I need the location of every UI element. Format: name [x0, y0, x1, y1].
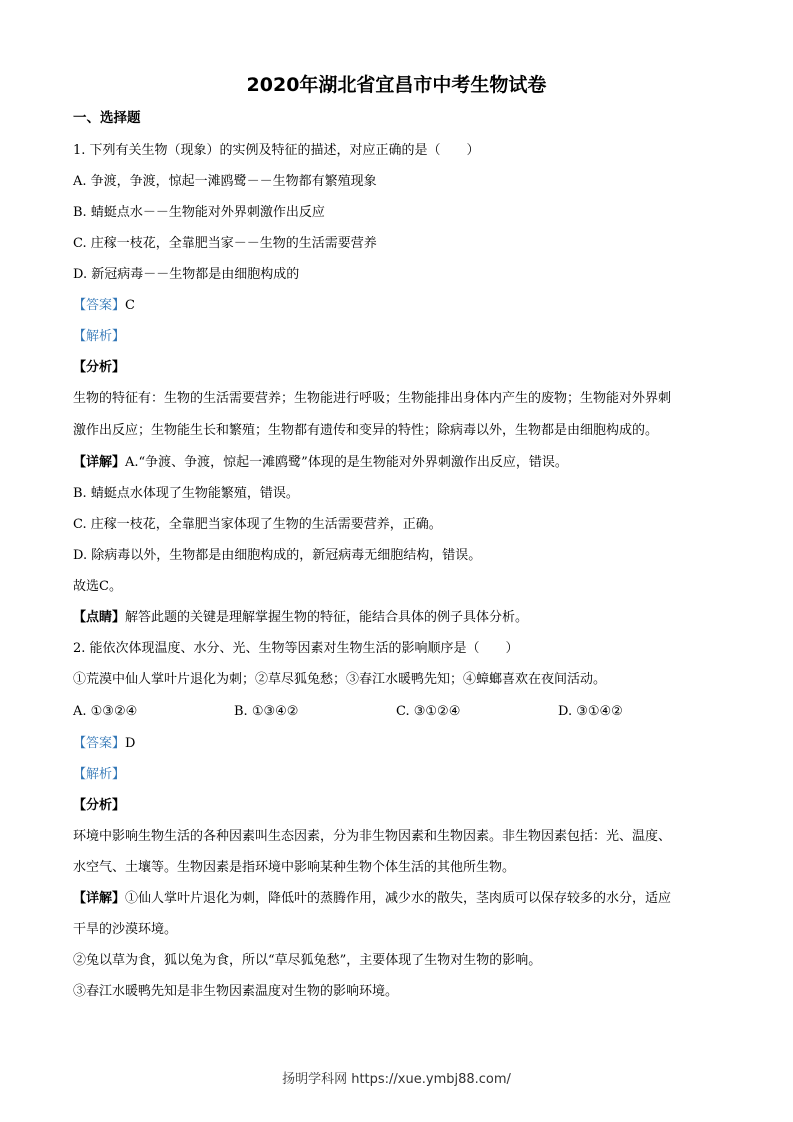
q2-answer	[73, 736, 135, 752]
q1-option-a: A. 争渡，争渡，惊起一滩鸥鹭－－生物都有繁殖现象	[73, 174, 377, 189]
q2-fenxi-line-2: 水空气、土壤等。生物因素是指环境中影响某种生物个体生活的其他所生物。	[73, 860, 516, 875]
q1-stem: 1. 下列有关生物（现象）的实例及特征的描述，对应正确的是（ ）	[73, 143, 480, 158]
q1-detail-line-b: B. 蜻蜓点水体现了生物能繁殖，错误。	[73, 486, 299, 501]
q1-fenxi-line-2: 激作出反应；生物能生长和繁殖；生物都有遗传和变异的特性；除病毒以外，生物都是由细胞构成的。	[73, 423, 659, 438]
q1-fenxi-tag: 【分析】	[73, 360, 126, 375]
q2-option-a: A. ①③②④	[73, 704, 138, 719]
section-heading: 一、选择题	[73, 110, 141, 126]
q2-detail-first: ①仙人掌叶片退化为刺，降低叶的蒸腾作用，减少水的散失，茎肉质可以保存较多的水分，适应	[125, 891, 672, 906]
q1-detail-first: A.“争渡、争渡，惊起一滩鸥鹭”体现的是生物能对外界刺激作出反应，错误。	[125, 455, 568, 470]
footer-watermark: 扬明学科网 https://xue.ymbj88.com/	[282, 1072, 511, 1087]
q1-detail-conclusion: 故选C。	[73, 579, 122, 594]
q2-fenxi-tag: 【分析】	[73, 798, 126, 813]
q1-detail	[73, 455, 568, 471]
q1-answer	[73, 298, 135, 314]
q1-option-d: D. 新冠病毒－－生物都是由细胞构成的	[73, 267, 300, 282]
q2-option-d: D. ③①④②	[558, 704, 623, 719]
q2-detail-line-2: ②兔以草为食，狐以兔为食，所以“草尽狐兔愁”，主要体现了生物对生物的影响。	[73, 953, 542, 968]
q2-option-b: B. ①③④②	[234, 704, 299, 719]
q2-items: ①荒漠中仙人掌叶片退化为刺；②草尽狐兔愁；③春江水暖鸭先知；④蟑螂喜欢在夜间活动。	[73, 672, 607, 687]
page-title: 2020年湖北省宜昌市中考生物试卷	[246, 74, 547, 96]
q1-fenxi-line-1: 生物的特征有：生物的生活需要营养；生物能进行呼吸；生物能排出身体内产生的废物；生物能对外界刺	[73, 391, 672, 406]
q1-option-b: B. 蜻蜓点水－－生物能对外界刺激作出反应	[73, 205, 325, 220]
q1-comment-text: 解答此题的关键是理解掌握生物的特征，能结合具体的例子具体分析。	[125, 610, 529, 625]
q2-detail-line-1: 干旱的沙漠环境。	[73, 922, 178, 937]
q2-detail	[73, 891, 671, 907]
q1-answer-tag: 【答案】	[73, 298, 126, 313]
q1-comment-tag: 【点睛】	[73, 610, 126, 625]
q1-option-c: C. 庄稼一枝花，全靠肥当家－－生物的生活需要营养	[73, 236, 377, 251]
q2-stem: 2. 能依次体现温度、水分、光、生物等因素对生物生活的影响顺序是（ ）	[73, 641, 519, 656]
q1-detail-line-d: D. 除病毒以外，生物都是由细胞构成的，新冠病毒无细胞结构，错误。	[73, 548, 482, 563]
q2-option-c: C. ③①②④	[396, 704, 461, 719]
q2-detail-tag: 【详解】	[73, 891, 126, 906]
q1-detail-line-c: C. 庄稼一枝花，全靠肥当家体现了生物的生活需要营养，正确。	[73, 517, 442, 532]
q1-detail-tag: 【详解】	[73, 455, 126, 470]
q1-answer-value: C	[125, 298, 135, 313]
q2-analysis-tag: 【解析】	[73, 767, 126, 782]
q2-detail-line-3: ③春江水暖鸭先知是非生物因素温度对生物的影响环境。	[73, 984, 399, 999]
q1-analysis-tag: 【解析】	[73, 329, 126, 344]
q2-answer-tag: 【答案】	[73, 736, 126, 751]
q2-fenxi-line-1: 环境中影响生物生活的各种因素叫生态因素，分为非生物因素和生物因素。非生物因素包括：光、温度、	[73, 829, 672, 844]
q1-comment	[73, 610, 528, 626]
q2-answer-value: D	[125, 736, 136, 751]
